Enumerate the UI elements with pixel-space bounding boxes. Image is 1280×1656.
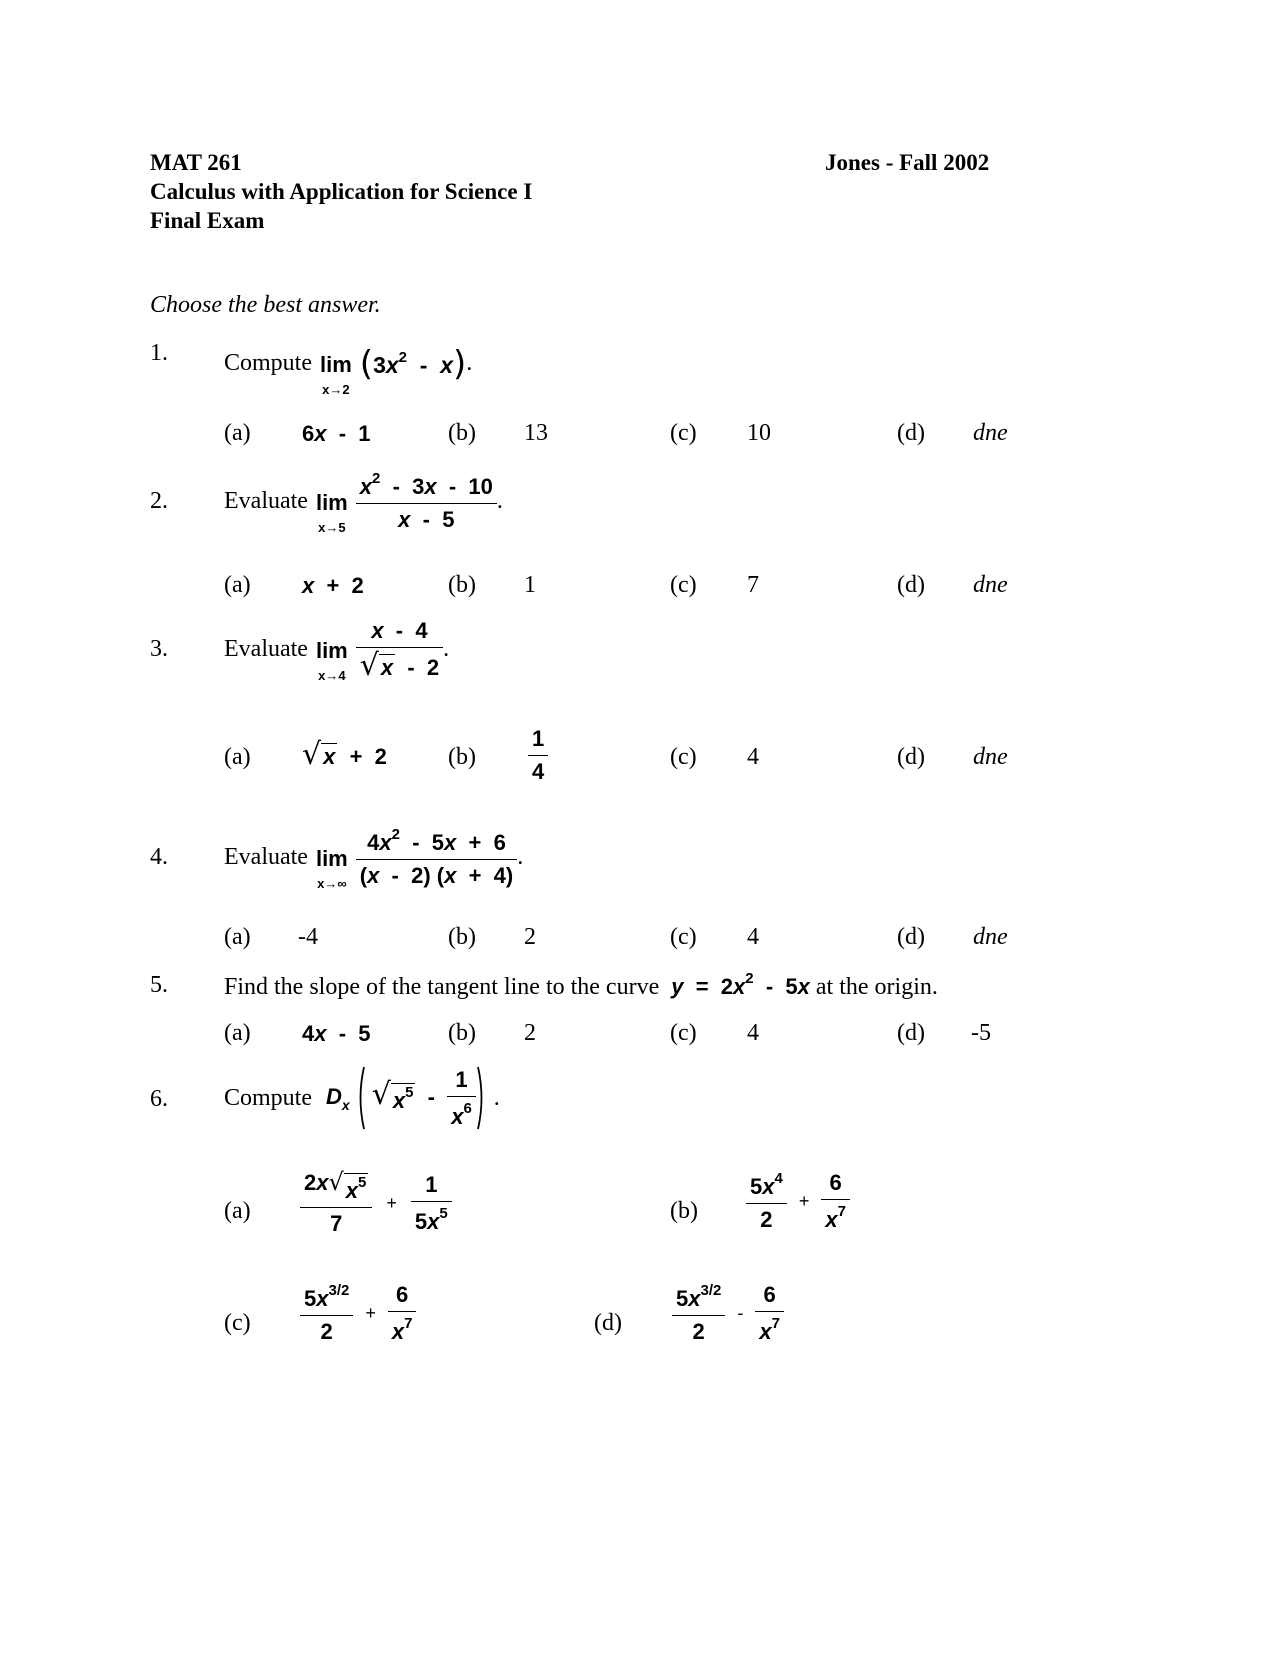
q3-limit (316, 638, 348, 683)
question-2-prompt: Evaluate lim x→5 $\frac{x^2 - 3x - 10}{x - 5}$ . (224, 470, 503, 535)
q5-choice-c-value: 4 (747, 1020, 759, 1046)
question-6-number: 6. (150, 1086, 168, 1112)
q6-choice-a-label: (a) (224, 1198, 251, 1224)
q4-fraction: $\frac{4x^2 - 5x + 6}{(x - 2) (x + 4)}$ (356, 826, 517, 889)
q3-choice-d-value: dne (973, 744, 1008, 770)
question-4-prompt: Evaluate lim x→∞ $\frac{4x^2 - 5x + 6}{(x - 2) (x + 4)}$ . (224, 826, 524, 891)
q1-limit (320, 352, 352, 397)
q5-choice-d-label: (d) (897, 1020, 925, 1046)
q3-choice-c-label: (c) (670, 744, 697, 770)
q6-choice-c-label: (c) (224, 1310, 251, 1336)
q4-choice-b-value: 2 (524, 924, 536, 950)
q4-lim-sub: x→∞ (317, 876, 347, 891)
q5-choice-b-label: (b) (448, 1020, 476, 1046)
q3-choice-c-value: 4 (747, 744, 759, 770)
q2-choice-c-label: (c) (670, 572, 697, 598)
question-3-number: 3. (150, 636, 168, 662)
q3-choice-a-value: √ x + 2 (302, 737, 387, 772)
q1-prompt-text: Compute (224, 350, 312, 376)
q6-choice-d-label: (d) (594, 1310, 622, 1336)
q2-prompt-text: Evaluate (224, 488, 308, 514)
q4-prompt-text: Evaluate (224, 844, 308, 870)
right-paren-icon (476, 1066, 486, 1130)
q3-choice-b-label: (b) (448, 744, 476, 770)
q2-choice-a-label: (a) (224, 572, 251, 598)
q3-choice-b-value: $\frac{1}{4}$ (528, 726, 548, 785)
q4-choice-c-label: (c) (670, 924, 697, 950)
q2-choice-b-label: (b) (448, 572, 476, 598)
q2-choice-b-value: 1 (524, 572, 536, 598)
q1-choice-b-value: 13 (524, 420, 548, 446)
q1-lim-word: lim (320, 352, 352, 377)
q2-choice-a-value: x + 2 (302, 573, 364, 598)
q5-choice-a-value: 4x - 5 (302, 1021, 371, 1046)
question-3-prompt: Evaluate lim x→4 x - 4 √ x - 2 . (224, 618, 450, 683)
q6-operator-d: D (326, 1083, 342, 1109)
question-5-prompt (224, 970, 938, 1001)
course-title: Calculus with Application for Science I (150, 179, 533, 204)
course-code: MAT 261 (150, 150, 242, 175)
q2-choice-c-value: 7 (747, 572, 759, 598)
question-6-prompt: Compute $D_x$ √ $x^5$ - $\frac{1}{x^6}$ . (224, 1066, 500, 1129)
exam-title: Final Exam (150, 208, 265, 233)
q4-choice-d-label: (d) (897, 924, 925, 950)
q6-choice-b-value: $\frac{5x^4}{2}$ + $\frac{6}{x^7}$ (746, 1170, 850, 1233)
q5-choice-a-label: (a) (224, 1020, 251, 1046)
q1-lim-sub: x→2 (322, 382, 350, 397)
q5-choice-d-value: -5 (971, 1020, 991, 1046)
q4-lim-word: lim (315, 846, 348, 871)
q5-curve: $y = 2x^2 - 5x$ (671, 970, 810, 999)
q2-lim-word: lim (315, 490, 348, 515)
q6-choice-a-value: 2x √ $x^5$ 7 + $\frac{1}{5x^5}$ (300, 1170, 452, 1237)
q2-limit (316, 490, 348, 535)
q2-fraction: $\frac{x^2 - 3x - 10}{x - 5}$ (356, 470, 497, 533)
q5-choice-c-label: (c) (670, 1020, 697, 1046)
q3-lim-word: lim (315, 638, 348, 663)
question-4-number: 4. (150, 844, 168, 870)
instructor-term: Jones - Fall 2002 (825, 150, 990, 175)
left-paren-icon (356, 1066, 366, 1130)
q2-choice-d-label: (d) (897, 572, 925, 598)
q1-choice-c-value: 10 (747, 420, 771, 446)
q3-choice-a-label: (a) (224, 744, 251, 770)
q4-choice-b-label: (b) (448, 924, 476, 950)
q1-choice-c-label: (c) (670, 420, 697, 446)
q4-choice-d-value: dne (973, 924, 1008, 950)
q2-lim-sub: x→5 (318, 520, 346, 535)
q2-choice-d-value: dne (973, 572, 1008, 598)
q5-choice-b-value: 2 (524, 1020, 536, 1046)
q6-expression: √ $x^5$ - $\frac{1}{x^6}$ (372, 1067, 476, 1130)
q6-choice-c-value: $\frac{5x^{3/2}}{2}$ + $\frac{6}{x^7}$ (300, 1282, 416, 1345)
q1-choice-d-label: (d) (897, 420, 925, 446)
q4-choice-c-value: 4 (747, 924, 759, 950)
q3-lim-sub: x→4 (318, 668, 346, 683)
q6-choice-b-label: (b) (670, 1198, 698, 1224)
q4-choice-a-value: -4 (298, 924, 318, 950)
q1-choice-a-label: (a) (224, 420, 251, 446)
q3-prompt-text: Evaluate (224, 636, 308, 662)
q6-prompt-text: Compute (224, 1084, 312, 1111)
instructions: Choose the best answer. (150, 292, 381, 318)
q4-limit (316, 846, 348, 891)
q6-choice-d-value: $\frac{5x^{3/2}}{2}$ - $\frac{6}{x^7}$ (672, 1282, 784, 1345)
question-1-prompt: Compute lim x→2 ( $3x^2$ - x ) . (224, 343, 473, 397)
q1-choice-d-value: dne (973, 420, 1008, 446)
q6-operator: $D_x$ (326, 1083, 350, 1113)
q3-choice-d-label: (d) (897, 744, 925, 770)
q1-choice-a-value: 6x - 1 (302, 421, 371, 446)
q5-suffix: at the origin. (815, 974, 938, 1000)
question-1-number: 1. (150, 340, 168, 366)
q1-choice-b-label: (b) (448, 420, 476, 446)
question-2-number: 2. (150, 488, 168, 514)
q5-prompt-text: Find the slope of the tangent line to the curve (224, 974, 660, 1000)
q4-choice-a-label: (a) (224, 924, 251, 950)
q3-fraction: x - 4 √ x - 2 (356, 618, 443, 681)
question-5-number: 5. (150, 972, 168, 998)
